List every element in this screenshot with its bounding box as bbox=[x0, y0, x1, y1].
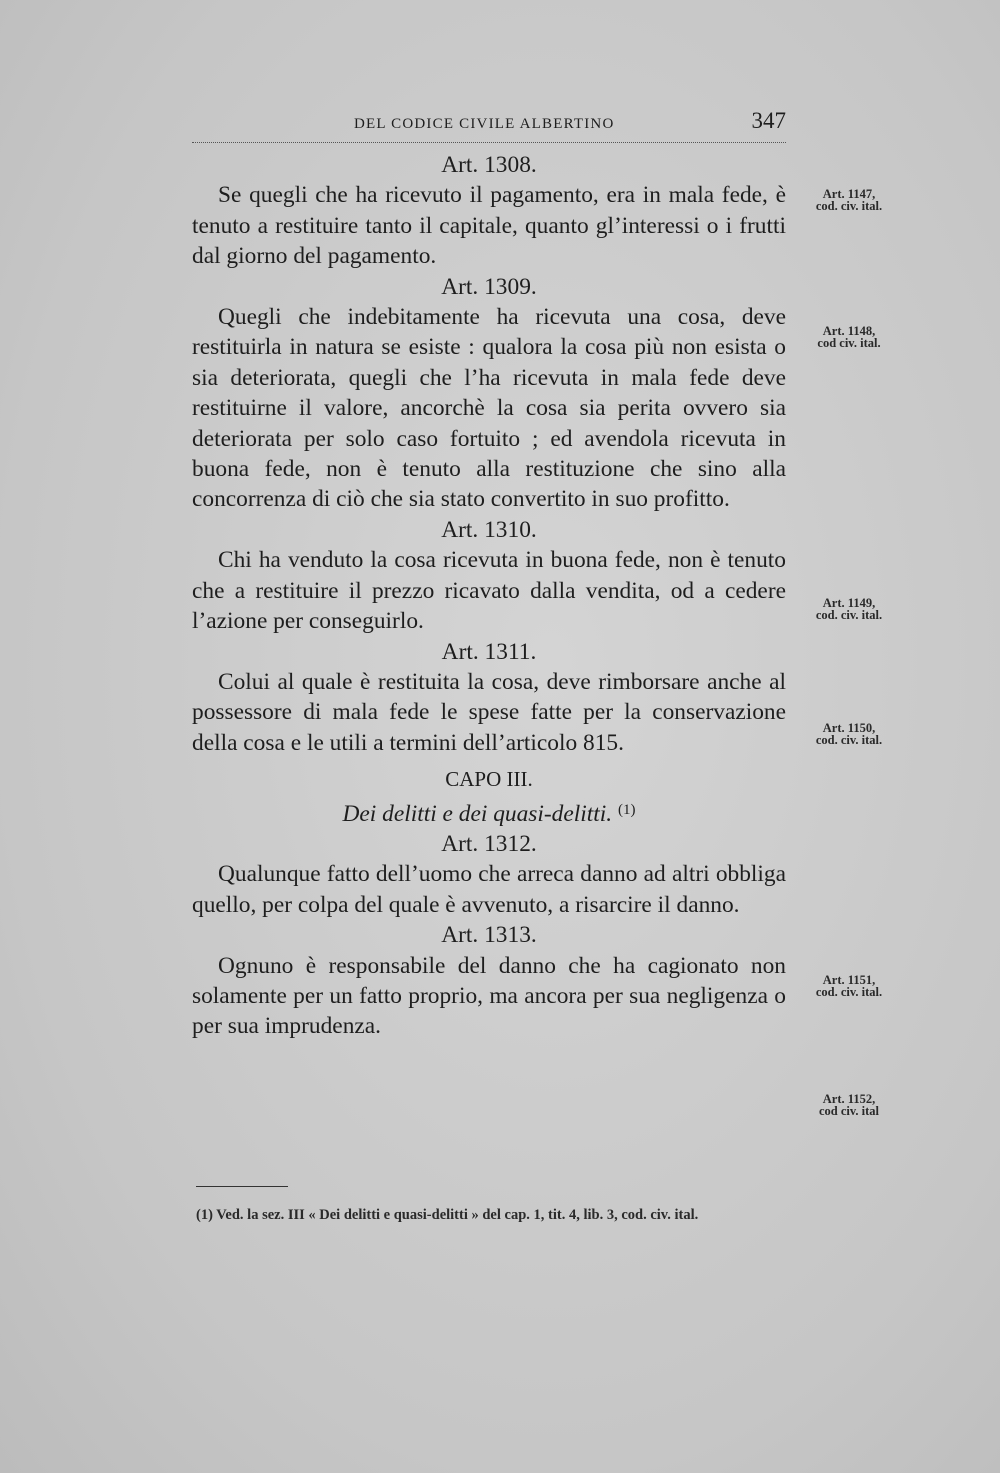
article-heading: Art. 1312. bbox=[441, 830, 537, 857]
margin-note-line: cod civ. ital. bbox=[817, 336, 881, 350]
margin-note-line: cod. civ. ital. bbox=[815, 608, 883, 622]
margin-note-line: Art. 1147, bbox=[822, 187, 876, 201]
chapter-subtitle bbox=[192, 795, 786, 829]
chapter-subtitle-text: Dei delitti e dei quasi-delitti. bbox=[342, 800, 613, 827]
margin-note-line: cod. civ. ital. bbox=[815, 985, 883, 999]
article-heading: Art. 1311. bbox=[441, 638, 537, 665]
footnote-rule bbox=[196, 1186, 288, 1187]
margin-note bbox=[803, 597, 895, 621]
page-body bbox=[192, 150, 786, 1042]
article-heading: Art. 1309. bbox=[441, 273, 537, 300]
article-text: Ognuno è responsabile del danno che ha cagionato non solamente per un fatto proprio, ma ancora per sua negligenza o per sua imprudenza. bbox=[192, 952, 786, 1040]
chapter-title: CAPO III. bbox=[445, 767, 533, 792]
footnote: (1) Ved. la sez. III « Dei delitti e quasi-delitti » del cap. 1, tit. 4, lib. 3, cod. civ. ital. bbox=[196, 1207, 699, 1223]
article-text: Quegli che indebitamente ha ricevuta una cosa, deve restituirla in natura se esiste : qualora la cosa più non esista o sia deteriorata, quegli che l’ha ricevuta in mala fede deve restituirne il valore, ancorchè la cosa sia perita ovvero sia deteriorata per solo caso fortuito ; ed avendola ricevuta in buona fede, non è tenuto alla restituzione che sino alla concorrenza di ciò che sia stato convertito in suo profitto. bbox=[192, 304, 786, 513]
article-text: Qualunque fatto dell’uomo che arreca danno ad altri obbliga quello, per colpa del quale è avvenuto, a risarcire il danno. bbox=[192, 861, 786, 918]
article-text: Chi ha venduto la cosa ricevuta in buona fede, non è tenuto che a restituire il prezzo ricavato dalla vendita, od a cedere l’azione per conseguirlo. bbox=[192, 547, 786, 635]
article-heading: Art. 1308. bbox=[441, 152, 537, 178]
margin-note bbox=[803, 325, 895, 349]
running-title: DEL CODICE CIVILE ALBERTINO bbox=[354, 116, 615, 132]
margin-note-line: cod. civ. ital. bbox=[815, 199, 883, 213]
margin-note-line: Art. 1149, bbox=[822, 596, 876, 610]
article-heading: Art. 1313. bbox=[441, 922, 537, 949]
article-text: Se quegli che ha ricevuto il pagamento, era in mala fede, è tenuto a restituire tanto il capitale, quanto gl’interessi o i frutti dal giorno del pagamento. bbox=[192, 182, 786, 270]
margin-note-line: Art. 1151, bbox=[822, 973, 876, 987]
page-number: 347 bbox=[751, 108, 786, 133]
article-text: Colui al quale è restituita la cosa, deve rimborsare anche al possessore di mala fede le spese fatte per la conservazione della cosa e le utili a termini dell’articolo 815. bbox=[192, 668, 786, 756]
page-header bbox=[192, 108, 786, 143]
margin-note-line: Art. 1152, bbox=[822, 1092, 876, 1106]
article-heading: Art. 1310. bbox=[441, 516, 537, 543]
margin-note-line: cod civ. ital bbox=[818, 1104, 880, 1118]
margin-note bbox=[803, 722, 895, 746]
margin-note bbox=[803, 974, 895, 998]
margin-note bbox=[803, 1093, 895, 1117]
margin-note-line: cod. civ. ital. bbox=[815, 733, 883, 747]
margin-note-line: Art. 1150, bbox=[822, 721, 876, 735]
margin-note bbox=[803, 188, 895, 212]
margin-note-line: Art. 1148, bbox=[822, 324, 876, 338]
footnote-marker: (1) bbox=[617, 801, 636, 818]
